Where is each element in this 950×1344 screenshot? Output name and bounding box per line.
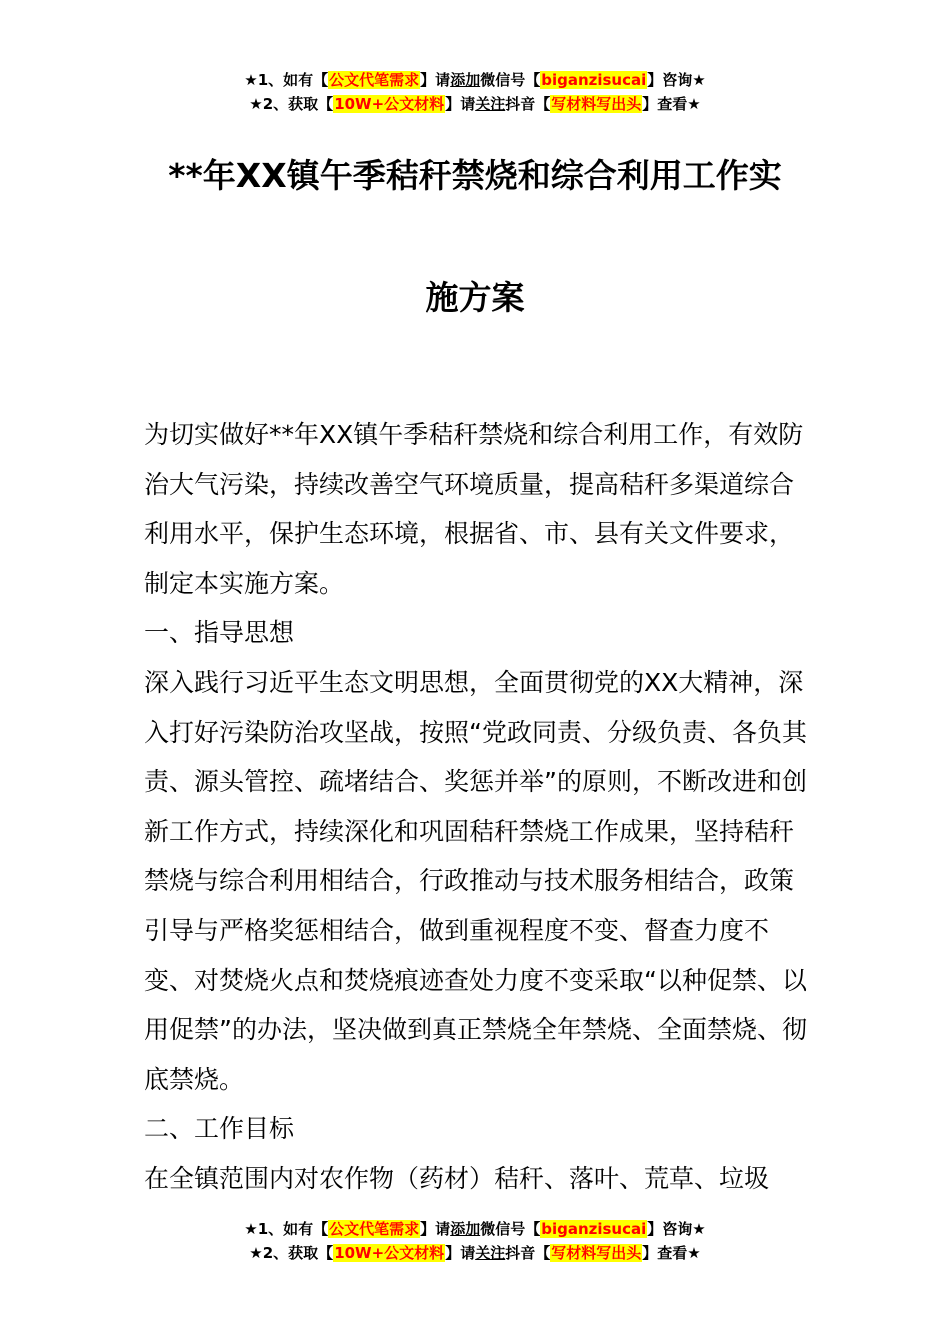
section-body-guiding-ideology: 深入践行习近平生态文明思想，全面贯彻党的XX大精神，深入打好污染防治攻坚战，按照“党政同责、分级负责、各负其责、源头管控、疏堵结合、奖惩并举”的原则，不断改进和创新工作方式，持续深化和巩固秸秆禁烧工作成果，坚持秸秆禁烧与综合利用相结合，行政推动与技术服务相结合，政策引导与严格奖惩相结合，做到重视程度不变、督查力度不变、对焚烧火点和焚烧痕迹查处力度不变采取“以种促禁、以用促禁”的办法，坚决做到真正禁烧全年禁烧、全面禁烧、彻底禁烧。	[144, 667, 807, 1094]
banner-emphasis-follow: 关注	[475, 95, 506, 113]
highlight-materials: 10W+公文材料	[334, 95, 445, 113]
highlight-ghostwriting: 公文代笔需求	[329, 71, 420, 89]
footer-banner	[0, 1217, 950, 1265]
banner-text: 】请	[445, 95, 476, 113]
banner-text: 抖音【	[505, 95, 551, 113]
banner-text: 抖音【	[505, 1244, 551, 1262]
footer-banner-line-1	[0, 1217, 950, 1241]
section-body-work-goals: 在全镇范围内对农作物（药材）秸秆、落叶、荒草、垃圾	[144, 1163, 770, 1193]
banner-text: 微信号【	[480, 1220, 541, 1238]
document-title-line-2: 施方案	[425, 278, 525, 317]
highlight-wechat-id: biganzisucai	[541, 71, 647, 89]
document-title-line-1: **年XX镇午季秸秆禁烧和综合利用工作实	[168, 156, 782, 195]
banner-text: ★2、获取【	[249, 95, 334, 113]
banner-emphasis-add: 添加	[450, 1220, 481, 1238]
banner-text: ★2、获取【	[249, 1244, 334, 1262]
banner-text: ★1、如有【	[244, 1220, 329, 1238]
section-heading-guiding-ideology: 一、指导思想	[144, 618, 295, 648]
banner-text: ★1、如有【	[244, 71, 329, 89]
intro-paragraph: 为切实做好**年XX镇午季秸秆禁烧和综合利用工作，有效防治大气污染，持续改善空气环境质量，提高秸秆多渠道综合利用水平，保护生态环境，根据省、市、县有关文件要求，制定本实施方案。	[144, 420, 804, 598]
banner-emphasis-follow: 关注	[475, 1244, 506, 1262]
banner-text: 】咨询★	[647, 1220, 706, 1238]
footer-banner-line-2	[0, 1241, 950, 1265]
header-banner-line-2	[0, 92, 950, 116]
banner-text: 】请	[420, 1220, 451, 1238]
banner-text: 】查看★	[642, 1244, 701, 1262]
highlight-douyin-account: 写材料写出头	[551, 1244, 642, 1262]
banner-text: 】咨询★	[647, 71, 706, 89]
highlight-douyin-account: 写材料写出头	[551, 95, 642, 113]
section-heading-work-goals: 二、工作目标	[144, 1114, 295, 1144]
header-banner	[0, 68, 950, 116]
banner-text: 】查看★	[642, 95, 701, 113]
banner-text: 】请	[420, 71, 451, 89]
banner-emphasis-add: 添加	[450, 71, 481, 89]
highlight-wechat-id: biganzisucai	[541, 1220, 647, 1238]
banner-text: 微信号【	[480, 71, 541, 89]
banner-text: 】请	[445, 1244, 476, 1262]
highlight-ghostwriting: 公文代笔需求	[329, 1220, 420, 1238]
header-banner-line-1	[0, 68, 950, 92]
document-body	[144, 410, 810, 1204]
highlight-materials: 10W+公文材料	[334, 1244, 445, 1262]
